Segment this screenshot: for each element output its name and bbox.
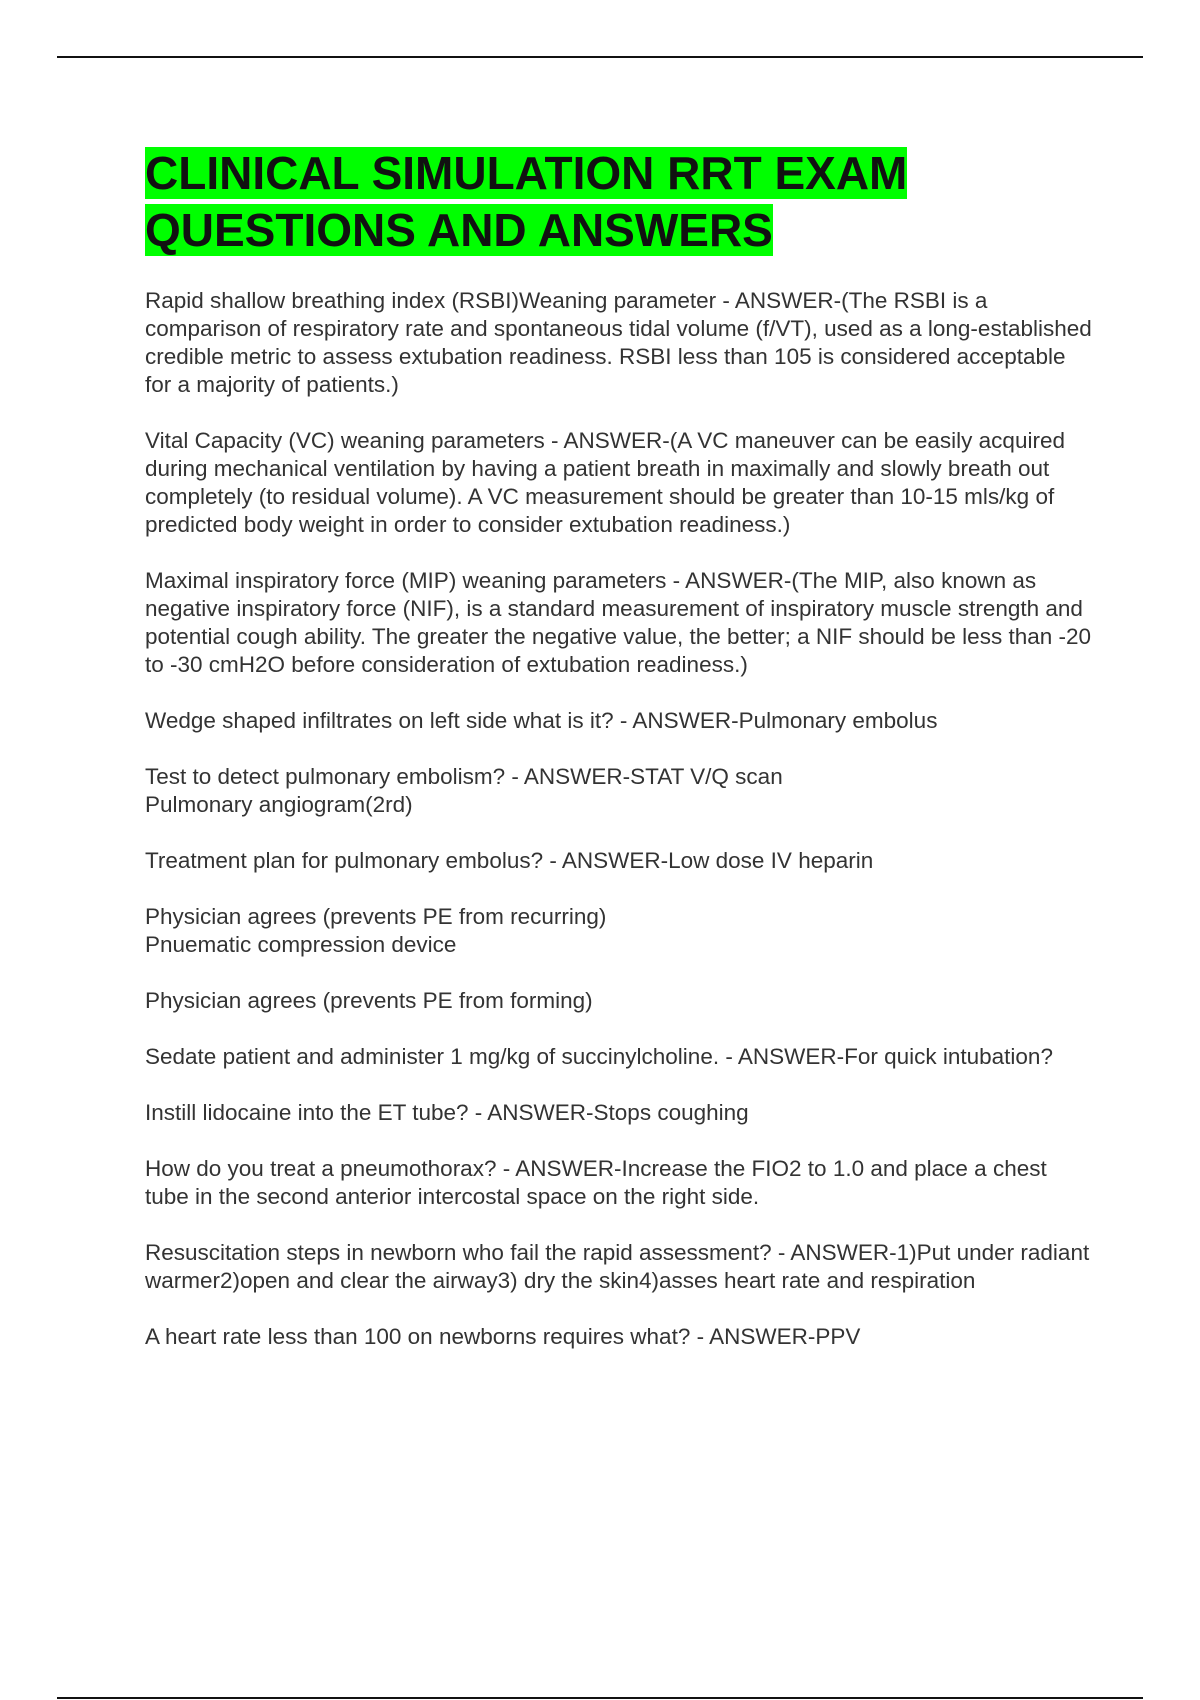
document-title xyxy=(145,145,1095,259)
qa-item-pneumothorax: How do you treat a pneumothorax? - ANSWER-Increase the FIO2 to 1.0 and place a chest tube in the second anterior intercostal space on the right side. xyxy=(145,1156,1047,1209)
qa-item-lidocaine: Instill lidocaine into the ET tube? - ANSWER-Stops coughing xyxy=(145,1100,749,1125)
qa-item-vital-capacity: Vital Capacity (VC) weaning parameters - ANSWER-(A VC maneuver can be easily acquired during mechanical ventilation by having a patient breath in maximally and slowly breath out completely (to residual volume). A VC measurement should be greater than 10-15 mls/kg of predicted body weight in order to consider extubation readiness.) xyxy=(145,428,1065,537)
qa-item-pe-forming: Physician agrees (prevents PE from forming) xyxy=(145,988,593,1013)
qa-item-mip: Maximal inspiratory force (MIP) weaning parameters - ANSWER-(The MIP, also known as negative inspiratory force (NIF), is a standard measurement of inspiratory muscle strength and potential cough ability. The greater the negative value, the better; a NIF should be less than -20 to -30 cmH2O before consideration of extubation readiness.) xyxy=(145,568,1092,677)
qa-item-pe-recurring: Physician agrees (prevents PE from recurring) Pnuematic compression device xyxy=(145,904,607,957)
qa-item-newborn-heart-rate: A heart rate less than 100 on newborns requires what? - ANSWER-PPV xyxy=(145,1324,861,1349)
qa-item-rsbi: Rapid shallow breathing index (RSBI)Weaning parameter - ANSWER-(The RSBI is a comparison of respiratory rate and spontaneous tidal volume (f/VT), used as a long-established credible metric to assess extubation readiness. RSBI less than 105 is considered acceptable for a majority of patients.) xyxy=(145,288,1092,397)
qa-item-succinylcholine: Sedate patient and administer 1 mg/kg of succinylcholine. - ANSWER-For quick intubation? xyxy=(145,1044,1053,1069)
top-rule xyxy=(57,56,1143,58)
qa-item-pe-treatment: Treatment plan for pulmonary embolus? - ANSWER-Low dose IV heparin xyxy=(145,848,874,873)
qa-item-wedge-infiltrates: Wedge shaped infiltrates on left side what is it? - ANSWER-Pulmonary embolus xyxy=(145,708,938,733)
qa-item-pe-test: Test to detect pulmonary embolism? - ANSWER-STAT V/Q scan Pulmonary angiogram(2rd) xyxy=(145,764,783,817)
qa-item-newborn-resuscitation: Resuscitation steps in newborn who fail the rapid assessment? - ANSWER-1)Put under radiant warmer2)open and clear the airway3) dry the skin4)asses heart rate and respiration xyxy=(145,1240,1090,1293)
title-highlight: CLINICAL SIMULATION RRT EXAM QUESTIONS AND ANSWERS xyxy=(145,147,908,256)
document-body xyxy=(145,145,1095,1379)
bottom-rule xyxy=(57,1697,1143,1699)
